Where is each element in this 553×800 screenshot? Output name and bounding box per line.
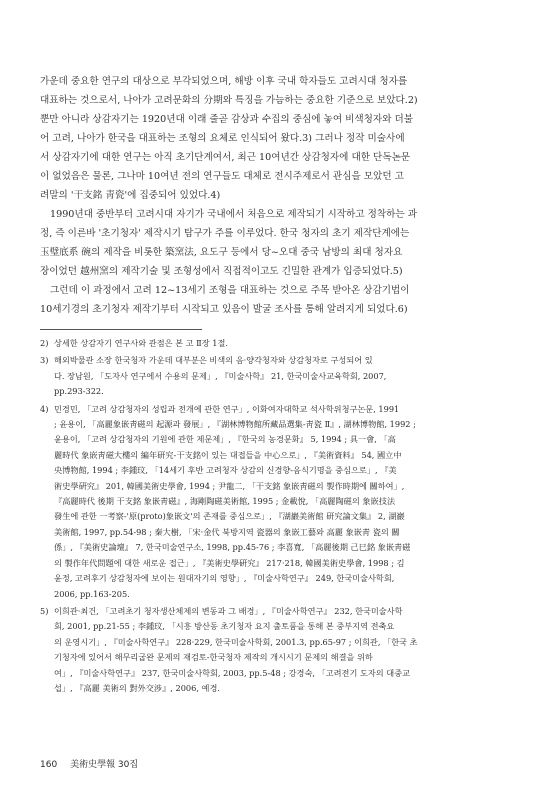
footnote-line: 『高麗時代 後期 干支銘 象嵌靑磁』, 海剛陶磁美術館, 1995 ; 金載悅, 「高麗陶磁의 象嵌技法 [54,496,396,507]
text-line: 10세기경의 초기청자 제작기부터 시작되고 있음이 발굴 조사를 통해 알려지게 되었다.6) [40,304,408,315]
footnote-line: 기청자에 있어서 해무리굽완 문제의 재검토-한국청자 제작의 개시시기 문제의 해결을 위하 [54,652,373,663]
text-line: 어 고려, 나아가 한국을 대표하는 조형의 요체로 인식되어 왔다.3) 그러나 정작 미술사에 [40,133,405,144]
footnote-line: 의 운영시기」, 『미술사학연구』 228·229, 한국미술사학회, 2001.3, pp.65-97 ; 이희관, 「한국 초 [54,636,418,647]
footnote-line: 상세한 상감자기 연구사와 관점은 본 고 Ⅱ장 1절. [54,338,228,348]
footnote-line: 여」, 『미술사학연구』 237, 한국미술사학회, 2003, pp.5-48 ; 강경숙, 「고려전기 도자의 대중교 [54,667,411,678]
footnote-line: 민경민, 「고려 상감청자의 성립과 전개에 관한 연구」, 이화여자대학교 석사학위청구논문, 1991 [54,403,400,414]
footnote-text [54,353,512,399]
text-line: 이 없었음은 물론, 그나마 10여년 전의 연구들도 대체로 전시주제로서 관심을 모았던 고 [40,171,404,182]
page-number: 160 [40,760,58,770]
footnote-line: 해외박물관 소장 한국청자 가운데 대부분은 비색의 음·양각청자와 상감청자로 구성되어 있 [54,355,373,366]
body-paragraph [40,205,512,319]
footnote [40,353,512,399]
body-paragraph [40,72,512,205]
footnote-text [54,402,512,602]
footnotes [40,336,512,696]
footnote-line: 術史學硏究』 201, 韓國美術史學會, 1994 ; 尹龍二, 「干支銘 象嵌靑磁의 製作時期에 關하여」, [54,480,405,491]
footnote-line: 係」, 『美術史論壇』 7, 한국미술연구소, 1998, pp.45-76 ; 李喜寬, 「高麗後期 己巳銘 象嵌靑磁 [54,542,411,553]
journal-title: 美術史學報 30집 [70,760,139,770]
footnote-number: 4) [40,403,49,414]
text-line: 서 상감자기에 대한 연구는 아직 초기단계여서, 최근 10여년간 상감청자에 대한 단독논문 [40,152,411,163]
text-line: 대표하는 것으로서, 나아가 고려문화의 分期와 특징을 가늠하는 중요한 기준으로 보았다.2) [40,95,418,106]
text-line: 정, 즉 이른바 '초기청자' 제작시기 탐구가 주를 이루었다. 한국 청자의 초기 제작단계에는 [40,228,410,239]
text-line: 그런데 이 과정에서 고려 12~13세기 조형을 대표하는 것으로 주목 받아온 상감기법이 [50,285,410,296]
footnote-line: ; 윤용이, 「高麗象嵌靑磁의 起源과 發展」, 『湖林博物館所藏品選集-靑瓷 Ⅱ』, 湖林博物館, 1992 ; [54,419,416,430]
footnote-number: 2) [40,338,49,348]
text-line: 려말의 '干支銘 靑瓷'에 집중되어 있었다.4) [40,190,221,201]
text-line: 가운데 중요한 연구의 대상으로 부각되었으며, 해방 이후 국내 학자들도 고려시대 청자를 [40,76,408,87]
footnote-line: 회, 2001, pp.21-55 ; 李鍾玟, 「시흥 방산동 초기청자 요지 출토품을 통해 본 중부지역 전축요 [54,621,395,632]
text-line: 玉璧底系 碗의 제작을 비롯한 築窯法, 요도구 등에서 당~오대 중국 남방의 최대 청자요 [40,247,403,258]
footnote-divider [40,329,202,330]
text-line: 장이었던 越州窯의 제작기술 및 조형성에서 직접적이고도 긴밀한 관계가 입증되었다.5) [40,266,403,277]
footnote-line: 發生에 관한 一考察-'原(proto)象嵌文'의 존재를 중심으로」, 『湖巖美術館 研究論文集』 2, 湖巖 [54,511,405,522]
footnote-text [54,604,512,696]
footnote-line: 의 製作年代問題에 대한 새로운 접근」, 『美術史學硏究』 217·218, 韓國美術史學會, 1998 ; 김 [54,557,405,568]
text-line: 1990년대 중반부터 고려시대 자기가 국내에서 처음으로 제작되기 시작하고 정착하는 과 [50,209,417,220]
footnote-text [54,336,512,351]
footnote-line: 央博物館, 1994 ; 李鍾玟, 「14세기 후반 고려청자 상감의 신경향-음식기명을 중심으로」, 『美 [54,465,397,476]
page-footer [40,757,138,770]
footnote-number: 3) [40,355,49,366]
footnote-line: 다. 장남원, 「도자사 연구에서 수용의 문제」, 『미술사학』 21, 한국미술사교육학회, 2007, [54,370,387,381]
text-line: 뿐만 아니라 상감자기는 1920년대 이래 줄곧 감상과 수집의 중심에 놓여 비색청자와 더불 [40,114,414,125]
footnote [40,604,512,696]
page-body [40,72,512,698]
footnote [40,336,512,351]
footnote-line: 윤용이, 「고려 상감청자의 기원에 관한 제문제」, 『한국의 농경문화』 5, 1994 ; 具一會, 「高 [54,434,396,445]
footnote-line: 美術館, 1997, pp.54-98 ; 秦大樹, 「宋·金代 북방지역 瓷器의 象嵌工藝와 高麗 象嵌靑 瓷의 關 [54,526,400,537]
footnote [40,402,512,602]
footnote-line: pp.293-322. [54,386,104,397]
footnote-line: 麗時代 象嵌靑磁大樓의 編年研究-干支銘이 있는 대접들을 中心으로」, 『美術資料』 54, 國立中 [54,449,402,460]
footnote-line: 윤정, 고려후기 상감청자에 보이는 원대자기의 영향」, 『미술사학연구』 249, 한국미술사학회, [54,573,395,584]
footnote-number: 5) [40,605,49,616]
footnote-line: 이희관·최건, 「고려초기 청자생산체제의 변동과 그 배경」, 『미술사학연구』 232, 한국미술사학 [54,605,403,616]
footnote-line: 2006, pp.163-205. [54,588,130,599]
footnote-line: 섭」, 『高麗 美術의 對外交涉』, 2006, 예경. [54,682,220,693]
